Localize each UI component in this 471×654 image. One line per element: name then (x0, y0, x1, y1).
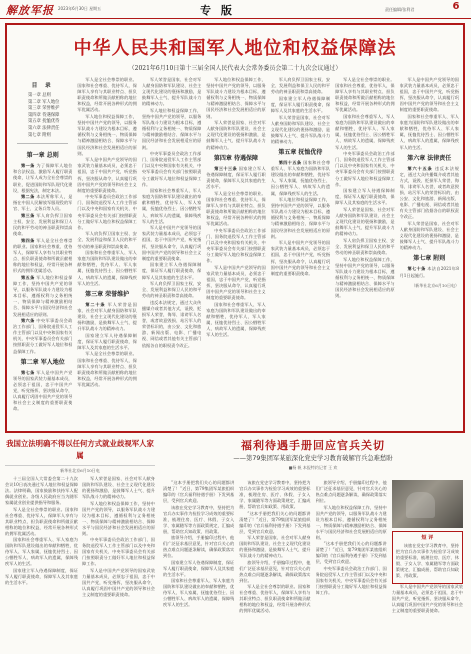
article (335, 114, 394, 151)
masthead (0, 0, 471, 19)
article-text: 军人肩负捍卫国家主权、安全、发展利益和保卫人民的和平劳动的神圣职责和崇高使命。 (77, 231, 137, 249)
article (13, 213, 72, 237)
feature-photo (392, 480, 463, 528)
article (335, 257, 394, 300)
paragraph: 国家建立军人待遇保障制度，保证军人履行职责使命，保障军人及其家庭的生活水平。 (163, 559, 235, 577)
article-text: 军人是中国共产党领导的国家武装力量基本成员，必须忠于祖国，忠于中国共产党，听党指挥，坚决服从命令，认真履行巩固中国共产党的领导和社会主义制度的重要职责使命。 (77, 157, 137, 193)
article (142, 188, 201, 225)
paragraph: 国家和社会尊重军人、军人家庭为国防和军队建设做出的奉献和牺牲，优待军人、军人家属，抚恤优待烈士、因公牺牲军人、病故军人的遗属，保障残疾军人的生活。 (5, 537, 78, 566)
paragraph: “这本手册把我们关心的问题都讲清楚了！”近日，第79集团军某旅组织编印的《官兵福利待遇手册》下发到基层，受到官兵欢迎。 (315, 541, 387, 564)
paragraph: 中央军事委员会政治工作部门、国务院退役军人工作主管部门以及中央和国家有关机关、中央军事委员会有关部门按照职责分工做好军人地位和权益保障工作。 (315, 565, 387, 595)
editor-credit: 责任编辑/张利君 (385, 7, 415, 12)
article-text: 军人肩负捍卫国家主权、安全、发展利益和保卫人民的和平劳动的神圣职责和崇高使命。 (335, 237, 395, 256)
article-number: 第六条 (21, 318, 35, 324)
article (271, 160, 330, 197)
article-text: 违反本法规定，通过大众传播媒介或者其他方式，诋毁、贬损军人荣誉，侮辱、诽谤军人名誉，或者故意毁损、玷污军人的荣誉标识的，由公安、文化和旅游、新闻出版、电影、广播电视、网信或者其他有关主管部门依据各自的职权责令改正。 (399, 165, 459, 220)
article-number: 第二条 (21, 194, 35, 200)
paragraph: 中央军事委员会政治工作部门、国务院退役军人工作主管部门以及中央和国家有关机关、中央军事委员会有关部门按照职责分工做好军人地位和权益保障工作。 (82, 537, 155, 566)
law-column-5 (271, 77, 330, 429)
article (13, 194, 72, 212)
feature-byline: ■杨 帆 本报特约记者 王 欢 (288, 465, 338, 470)
paragraph: 军人地位和权益保障工作，坚持中国共产党的领导，以服务军队战斗力建设为根本目标，遵循权利与义务相统一、物质保障与精神激励相结合、保障水平与国民经济和社会发展相适应的原则。 (315, 504, 387, 540)
article-text: 国家和社会尊重军人、军人家庭为国防和军队建设做出的奉献和牺牲，优待军人、军人家属，抚恤优待烈士、因公牺牲军人、病故军人的遗属，保障残疾军人的生活。 (141, 188, 202, 224)
feature-subhead: ——第79集团军某旅深化党史学习教育破解官兵急难愁盼 (233, 455, 393, 462)
law-column-4 (206, 77, 265, 429)
article-text: 中央军事委员会政治工作部门、国务院退役军人工作主管部门以及中央和国家有关机关、中央军事委员会有关部门按照职责分工做好军人地位和权益保障工作。 (335, 151, 395, 187)
toc-item: 第四章 待遇保障 (28, 112, 60, 118)
article (335, 151, 394, 188)
article-text: 军人是全社会尊崇的职业。国家和社会尊重、优待军人，保障军人享有与其职业特点、担负职责使命和所做贡献相称的地位和权益，经常开展各种形式的拥军优属活动。 (335, 77, 395, 113)
article (400, 114, 459, 151)
law-column-7 (400, 77, 459, 429)
bottom-section (5, 438, 465, 650)
article-text: 国家建立军人待遇保障制度，保证军人履行职责使命，保障军人及其家庭的生活水平。 (77, 332, 137, 350)
article (271, 77, 330, 95)
article-text: 军人地位和权益保障工作，坚持中国共产党的领导，以服务军队战斗力建设为根本目标，遵循权利与义务相统一、物质保障与精神激励相结合、保障水平与国民经济和社会发展相适应的原则。 (335, 256, 395, 299)
article-text: 中央军事委员会政治工作部门、国务院退役军人工作主管部门以及中央和国家有关机关、中央军事委员会有关部门按照职责分工做好军人地位和权益保障工作。 (206, 227, 266, 264)
feature-headline: 福利待遇手册回应官兵关切 (241, 439, 385, 452)
feature-column-1 (163, 480, 234, 650)
article-text: 军人肩负捍卫国家主权、安全、发展利益和保卫人民的和平劳动的神圣职责和崇高使命。 (13, 213, 73, 237)
issue-date: 2023年6月30日 星期五 (58, 6, 102, 11)
article-text: 中央军事委员会政治工作部门、国务院退役军人工作主管部门以及中央和国家有关机关、中央军事委员会有关部门按照职责分工做好军人地位和权益保障工作。 (13, 318, 73, 354)
article (77, 250, 136, 287)
toc-item: 第六章 法律责任 (28, 126, 60, 132)
paragraph: “这本手册把我们关心的问题都讲清楚了！”近日，第79集团军某旅组织编印的《官兵福利待遇手册》下发到基层，受到官兵欢迎。 (239, 510, 311, 534)
paragraph: 军人地位和权益保障工作，坚持中国共产党的领导，以服务军队战斗力建设为根本目标，遵循权利与义务相统一、物质保障与精神激励相结合、保障水平与国民经济和社会发展相适应的原则。 (82, 500, 155, 536)
article-text: 军人地位和权益保障工作，坚持中国共产党的领导，以服务军队战斗力建设为根本目标，遵循权利与义务相统一、物质保障与精神激励相结合、保障水平与国民经济和社会发展相适应的原则。 (270, 197, 331, 239)
article (206, 302, 265, 339)
article-text: 本法自2021年8月1日起施行。 (399, 266, 459, 278)
feature-column-3 (316, 480, 387, 650)
section-label: 专 版 (200, 4, 235, 17)
toc-title: 目 录 (31, 83, 54, 89)
article-text: 本法所称军人，是指在中国人民解放军服现役的军官、军士、义务兵等人员。 (13, 194, 73, 212)
feature-header (163, 438, 463, 472)
article (13, 163, 72, 193)
toc-item: 第一章 总则 (28, 93, 51, 99)
commentary-headline: 我国立法明确不得以任何方式就业歧视军人家属 (5, 438, 155, 466)
article (142, 108, 201, 151)
article-text: 国家和社会尊重军人、军人家庭为国防和军队建设做出的奉献和牺牲，优待军人、军人家属，抚恤优待烈士、因公牺牲军人、病故军人的遗属，保障残疾军人的生活。 (77, 250, 137, 286)
paragraph: “这本手册把我们关心的问题都讲清楚了！”近日，第79集团军某旅组织编印的《官兵福利待遇手册》下发到基层，受到官兵欢迎。 (163, 480, 235, 503)
article (271, 240, 330, 277)
article-text: 军人是全社会尊崇的职业。国家和社会尊重、优待军人，保障军人享有与其职业特点、担负职责使命和所做贡献相称的地位和权益，经常开展各种形式的拥军优属活动。 (77, 77, 137, 113)
article-text: 军人是全社会尊崇的职业。国家和社会尊重、优待军人，保障军人享有与其职业特点、担负职责使命和所做贡献相称的地位和权益，经常开展各种形式的拥军优属活动。 (206, 190, 266, 226)
paragraph: 该旅在党史学习教育中，坚持把为官兵办实事作为检验学习成效的重要标准，梳理住房、医疗、休假、子女入学、家属随军等方面政策规定，汇编成册，帮助官兵知政策、用政策。 (163, 504, 235, 534)
article-text: 国家建立军人待遇保障制度，保证军人履行职责使命，保障军人及其家庭的生活水平。 (206, 165, 266, 189)
paragraph: 军人是中国共产党领导的国家武装力量基本成员，必须忠于祖国，忠于中国共产党，听党指挥，坚决服从命令，认真履行巩固中国共产党的领导和社会主义制度的重要职责使命。 (82, 567, 155, 597)
commentary-byline: 新华社北京6月10日电 (60, 468, 100, 473)
paragraph: 军人荣誉是国家、社会对军人献身国防和军队建设、社会主义现代化建设的褒扬和激励，是鼓舞军人士气、提升军队战斗力的精神动力。 (239, 535, 311, 558)
paragraph: 旅领导介绍，手册编印过程中，他们广泛征求基层意见，针对官兵关心的热点难点问题逐条解读，确保政策落实到位。 (239, 559, 311, 583)
article-number: 第四十五条 (278, 160, 302, 166)
paragraph: 国家建立军人待遇保障制度，保证军人履行职责使命，保障军人及其家庭的生活水平。 (5, 567, 78, 585)
commentary-body (5, 476, 155, 654)
law-column-6 (335, 77, 394, 429)
paragraph: 旅领导介绍，手册编印过程中，他们广泛征求基层意见，针对官兵关心的热点难点问题逐条解读，确保政策落实到位。 (163, 535, 235, 558)
article-text: 军人荣誉是国家、社会对军人献身国防和军队建设、社会主义现代化建设的褒扬和激励，是鼓舞军人士气、提升军队战斗力的精神动力。 (141, 77, 202, 107)
law-columns (13, 77, 459, 429)
article (77, 351, 136, 388)
article (13, 238, 72, 275)
article (142, 300, 201, 349)
chapter-heading: 第三章 荣誉维护 (85, 290, 130, 298)
article-number: 第七条 (21, 369, 35, 375)
law-column-3 (142, 77, 201, 429)
article (400, 77, 459, 114)
article-number: 第四条 (21, 237, 35, 243)
article (77, 114, 136, 157)
paragraph: 十三届全国人大常委会第二十九次会议10日表决通过军人地位和权益保障法。法律明确，国家鼓励和扶持军人配偶就业创业。各级人民政府应当为随军家属就业创业提供指导和服务。 (5, 476, 78, 505)
article (335, 238, 394, 256)
article-text: 军人荣誉是国家、社会对军人献身国防和军队建设、社会主义现代化建设的褒扬和激励，是鼓舞军人士气、提升军队战斗力的精神动力。 (399, 220, 459, 251)
article (142, 281, 201, 299)
paragraph: 军人是全社会尊崇的职业。国家和社会尊重、优待军人，保障军人享有与其职业特点、担负职责使命和所做贡献相称的地位和权益，经常开展各种形式的拥军优属活动。 (239, 584, 311, 613)
newspaper-logo: 解放军报 (6, 4, 54, 17)
chapter-heading: 第一章 总则 (26, 152, 59, 160)
table-of-contents (17, 79, 68, 144)
article-text: 军人荣誉是国家、社会对军人献身国防和军队建设、社会主义现代化建设的褒扬和激励，是鼓舞军人士气、提升军队战斗力的精神动力。 (206, 120, 266, 150)
article (142, 262, 201, 280)
toc-item: 第二章 军人地位 (28, 99, 60, 105)
article (206, 166, 265, 190)
article (335, 188, 394, 206)
article-text: 国家建立军人待遇保障制度，保证军人履行职责使命，保障军人及其家庭的生活水平。 (335, 188, 395, 206)
article-number: 第七十条 (407, 266, 426, 272)
toc-item: 第三章 荣誉维护 (28, 106, 60, 112)
feature-column-2 (239, 480, 310, 650)
article (77, 231, 136, 249)
article-text: 军人荣誉是国家、社会对军人献身国防和军队建设、社会主义现代化建设的褒扬和激励，是鼓舞军人士气、提升军队战斗力的精神动力。 (77, 301, 137, 332)
chapter-heading: 第五章 抚恤优待 (278, 149, 323, 157)
article (335, 207, 394, 237)
article-text: 军人是中国共产党领导的国家武装力量基本成员，必须忠于祖国，忠于中国共产党，听党指挥，坚决服从命令，认真履行巩固中国共产党的领导和社会主义制度的重要职责使命。 (13, 369, 73, 412)
article-text: 国家建立军人待遇保障制度，保证军人履行职责使命，保障军人及其家庭的生活水平。 (141, 262, 202, 280)
commentary-article (5, 438, 155, 650)
article-number: 第三十三条 (214, 165, 238, 171)
chapter-heading: 第六章 法律责任 (407, 154, 452, 162)
article-text: 国家建立军人待遇保障制度，保证军人履行职责使命，保障军人及其家庭的生活水平。 (270, 95, 331, 113)
article-number: 第五条 (21, 274, 35, 280)
article-number: 第六十五条 (407, 165, 433, 171)
feature-columns (163, 480, 463, 650)
article (142, 225, 201, 262)
article (142, 151, 201, 188)
article (271, 197, 330, 240)
paragraph: 该旅在党史学习教育中，坚持把为官兵办实事作为检验学习成效的重要标准，梳理住房、医疗、休假、子女入学、家属随军等方面政策规定，汇编成册，帮助官兵知政策、用政策。 (395, 543, 459, 578)
article (206, 77, 265, 120)
paragraph: 旅领导介绍，手册编印过程中，他们广泛征求基层意见，针对官兵关心的热点难点问题逐条解读，确保政策落实到位。 (315, 480, 387, 503)
article-number: 第三条 (21, 213, 35, 218)
article (142, 77, 201, 107)
article (77, 333, 136, 351)
chapter-heading: 第七章 附则 (413, 255, 446, 263)
paragraph: 该旅在党史学习教育中，坚持把为官兵办实事作为检验学习成效的重要标准，梳理住房、医疗、休假、子女入学、家属随军等方面政策规定，汇编成册，帮助官兵知政策、用政策。 (239, 480, 311, 509)
article-text: 军人地位和权益保障工作，坚持中国共产党的领导，以服务军队战斗力建设为根本目标，遵循权利与义务相统一、物质保障与精神激励相结合、保障水平与国民经济和社会发展相适应的原则。 (13, 274, 73, 317)
law-frame (5, 23, 465, 433)
article (13, 318, 72, 355)
article-text: 军人地位和权益保障工作，坚持中国共产党的领导，以服务军队战斗力建设为根本目标，遵循权利与义务相统一、物质保障与精神激励相结合、保障水平与国民经济和社会发展相适应的原则。 (77, 114, 137, 156)
law-column-2 (77, 77, 136, 429)
article-text: 军人地位和权益保障工作，坚持中国共产党的领导，以服务军队战斗力建设为根本目标，遵循权利与义务相统一、物质保障与精神激励相结合、保障水平与国民经济和社会发展相适应的原则。 (206, 77, 266, 119)
article-text: 军人是中国共产党领导的国家武装力量基本成员，必须忠于祖国，忠于中国共产党，听党指挥，坚决服从命令，认真履行巩固中国共产党的领导和社会主义制度的重要职责使命。 (399, 77, 459, 113)
article (206, 120, 265, 150)
article-text: 国家和社会尊重军人、军人家庭为国防和军队建设做出的奉献和牺牲，优待军人、军人家属，抚恤优待烈士、因公牺牲军人、病故军人的遗属，保障残疾军人的生活。 (206, 301, 266, 338)
article-text: 军人荣誉是国家、社会对军人献身国防和军队建设、社会主义现代化建设的褒扬和激励，是鼓舞军人士气、提升军队战斗力的精神动力。 (270, 114, 331, 144)
article-text: 国家和社会尊重军人、军人家庭为国防和军队建设做出的奉献和牺牲，优待军人、军人家属，抚恤优待烈士、因公牺牲军人、病故军人的遗属，保障残疾军人的生活。 (399, 114, 459, 150)
article-text: 军人荣誉是国家、社会对军人献身国防和军队建设、社会主义现代化建设的褒扬和激励，是鼓舞军人士气、提升军队战斗力的精神动力。 (335, 206, 395, 237)
article-text: 军人是中国共产党领导的国家武装力量基本成员，必须忠于祖国，忠于中国共产党，听党指挥，坚决服从命令，认真履行巩固中国共产党的领导和社会主义制度的重要职责使命。 (206, 264, 266, 301)
short-comment-title: 短 评 (421, 535, 434, 541)
short-comment-box (392, 531, 463, 584)
article-number: 第二十条 (85, 301, 106, 307)
article (271, 115, 330, 145)
article-text: 军人是中国共产党领导的国家武装力量基本成员，必须忠于祖国，忠于中国共产党，听党指挥，坚决服从命令，认真履行巩固中国共产党的领导和社会主义制度的重要职责使命。 (141, 225, 202, 261)
article-text: 中央军事委员会政治工作部门、国务院退役军人工作主管部门以及中央和国家有关机关、中央军事委员会有关部门按照职责分工做好军人地位和权益保障工作。 (77, 194, 137, 230)
article-text: 军人肩负捍卫国家主权、安全、发展利益和保卫人民的和平劳动的神圣职责和崇高使命。 (270, 77, 331, 95)
article (77, 157, 136, 194)
paragraph: 军人是中国共产党领导的国家武装力量基本成员，必须忠于祖国，忠于中国共产党，听党指挥，坚决服从命令，认真履行巩固中国共产党的领导和社会主义制度的重要职责使命。 (391, 583, 463, 613)
toc-item: 第七章 附则 (28, 132, 51, 138)
article-text: 违反本法规定，通过大众传播媒介或者其他方式，诋毁、贬损军人荣誉，侮辱、诽谤军人名誉，或者故意毁损、玷污军人的荣誉标识的，由公安、文化和旅游、新闻出版、电影、广播电视、网信或者其他有关主管部门依据各自的职权责令改正。 (141, 299, 202, 348)
law-title: 中华人民共和国军人地位和权益保障法 (73, 38, 397, 59)
chapter-heading: 第四章 待遇保障 (213, 154, 259, 162)
chapter-heading: 第二章 军人地位 (20, 358, 65, 366)
article (271, 96, 330, 114)
paragraph: 国家和社会尊重军人、军人家庭为国防和军队建设做出的奉献和牺牲，优待军人、军人家属，抚恤优待烈士、因公牺牲军人、病故军人的遗属，保障残疾军人的生活。 (163, 578, 235, 607)
law-subtitle: （2021年6月10日第十三届全国人民代表大会常务委员会第二十九次会议通过） (128, 65, 342, 72)
toc-item: 第五章 抚恤优待 (28, 119, 60, 125)
feature-column-4 (392, 480, 463, 650)
paragraph: 军人荣誉是国家、社会对军人献身国防和军队建设、社会主义现代化建设的褒扬和激励，是鼓舞军人士气、提升军队战斗力的精神动力。 (82, 476, 155, 499)
article-text: 军人是全社会尊崇的职业。国家和社会尊重、优待军人，保障军人享有与其职业特点、担负职责使命和所做贡献相称的地位和权益，经常开展各种形式的拥军优属活动。 (13, 237, 73, 274)
article-text: 军人肩负捍卫国家主权、安全、发展利益和保卫人民的和平劳动的神圣职责和崇高使命。 (141, 281, 202, 299)
article (77, 302, 136, 332)
article (335, 77, 394, 114)
article (400, 166, 459, 221)
article-text: 军人地位和权益保障工作，坚持中国共产党的领导，以服务军队战斗力建设为根本目标，遵循权利与义务相统一、物质保障与精神激励相结合、保障水平与国民经济和社会发展相适应的原则。 (141, 107, 202, 150)
article-number: 第一条 (21, 163, 35, 169)
article-text: 国家和社会尊重军人、军人家庭为国防和军队建设做出的奉献和牺牲，优待军人、军人家属，抚恤优待烈士、因公牺牲军人、病故军人的遗属，保障残疾军人的生活。 (335, 114, 395, 150)
article (206, 265, 265, 302)
article (13, 370, 72, 413)
law-column-1 (13, 77, 72, 429)
article (13, 275, 72, 318)
article (206, 228, 265, 265)
source-note: （新华社北京6月10日电） (411, 282, 459, 288)
article (400, 221, 459, 251)
article-text: 军人是中国共产党领导的国家武装力量基本成员，必须忠于祖国，忠于中国共产党，听党指挥，坚决服从命令，认真履行巩固中国共产党的领导和社会主义制度的重要职责使命。 (270, 240, 331, 276)
article (77, 194, 136, 231)
article (206, 191, 265, 228)
paragraph: 军人是全社会尊崇的职业。国家和社会尊重、优待军人，保障军人享有与其职业特点、担负职责使命和所做贡献相称的地位和权益，经常开展各种形式的拥军优属活动。 (5, 506, 78, 536)
article-text: 国家和社会尊重军人、军人家庭为国防和军队建设做出的奉献和牺牲，优待军人、军人家属，抚恤优待烈士、因公牺牲军人、病故军人的遗属，保障残疾军人的生活。 (270, 160, 331, 196)
article-text: 中央军事委员会政治工作部门、国务院退役军人工作主管部门以及中央和国家有关机关、中央军事委员会有关部门按照职责分工做好军人地位和权益保障工作。 (141, 151, 202, 187)
article (400, 266, 459, 278)
article-text: 为了保障军人地位和合法权益，激励军人履行职责使命，让军人成为全社会尊崇的职业，促进国防和军队现代化建设，根据宪法，制定本法。 (13, 163, 73, 193)
article-text: 军人是全社会尊崇的职业。国家和社会尊重、优待军人，保障军人享有与其职业特点、担负职责使命和所做贡献相称的地位和权益，经常开展各种形式的拥军优属活动。 (77, 351, 137, 387)
page-number: 6 (452, 1, 460, 12)
article (77, 77, 136, 114)
